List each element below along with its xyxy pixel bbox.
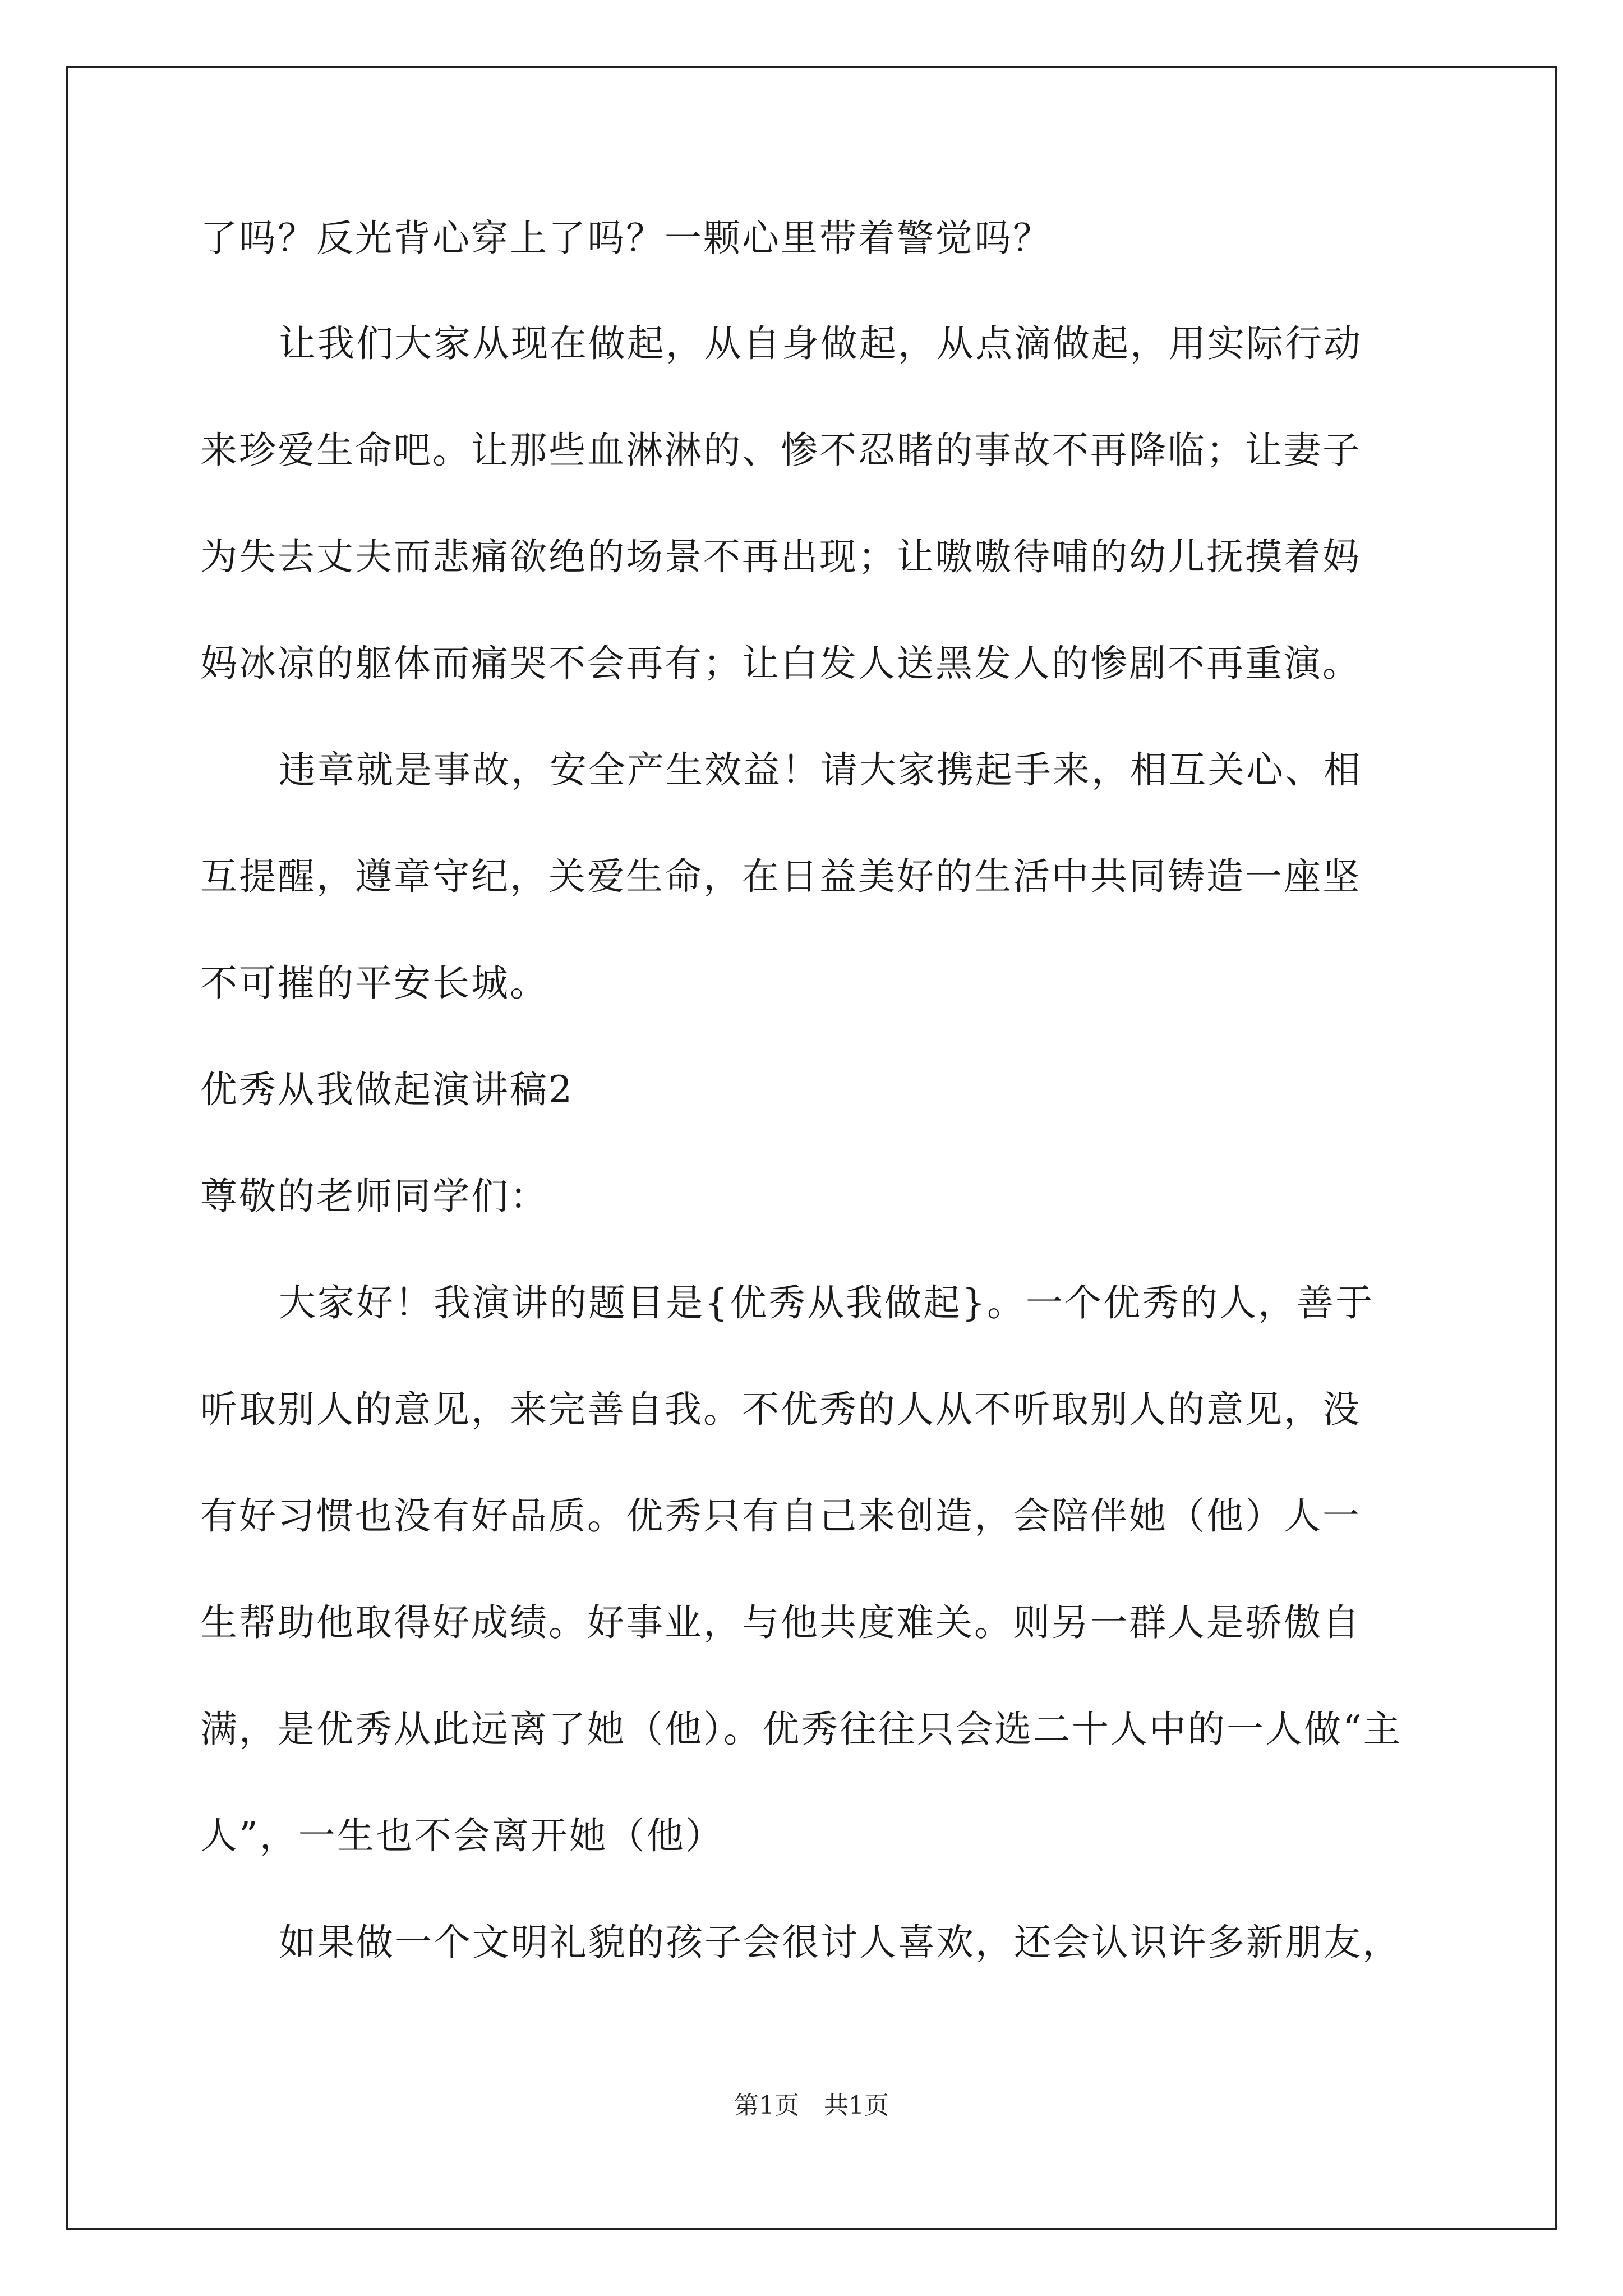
- paragraph-line: 满，是优秀从此远离了她（他）。优秀往往只会选二十人中的一人做“主: [200, 1708, 1402, 1751]
- text-line-continuation: 了吗？反光背心穿上了吗？一颗心里带着警觉吗？: [200, 217, 1052, 260]
- paragraph-line: 大家好！我演讲的题目是{优秀从我做起}。一个优秀的人，善于: [279, 1281, 1374, 1324]
- section-heading: 优秀从我做起演讲稿2: [200, 1068, 574, 1111]
- paragraph-line: 如果做一个文明礼貌的孩子会很讨人喜欢，还会认识许多新朋友，: [279, 1921, 1401, 1964]
- paragraph-line: 让我们大家从现在做起，从自身做起，从点滴做起，用实际行动: [279, 322, 1362, 365]
- paragraph-line: 生帮助他取得好成绩。好事业，与他共度难关。则另一群人是骄傲自: [200, 1601, 1361, 1644]
- paragraph-line: 为失去丈夫而悲痛欲绝的场景不再出现；让嗷嗷待哺的幼儿抚摸着妈: [200, 535, 1361, 578]
- paragraph-line: 妈冰凉的躯体而痛哭不会再有；让白发人送黑发人的惨剧不再重演。: [200, 642, 1361, 685]
- salutation: 尊敬的老师同学们：: [200, 1175, 548, 1218]
- paragraph-line: 有好习惯也没有好品质。优秀只有自己来创造，会陪伴她（他）人一: [200, 1494, 1361, 1538]
- paragraph-line: 违章就是事故，安全产生效益！请大家携起手来，相互关心、相: [279, 748, 1362, 792]
- paragraph-line: 不可摧的平安长城。: [200, 961, 548, 1005]
- paragraph-line: 互提醒，遵章守纪，关爱生命，在日益美好的生活中共同铸造一座坚: [200, 855, 1361, 898]
- page-number: 第1页 共1页: [734, 2091, 889, 2120]
- paragraph-line: 来珍爱生命吧。让那些血淋淋的、惨不忍睹的事故不再降临；让妻子: [200, 429, 1361, 472]
- page-border: [66, 66, 1557, 2230]
- paragraph-line: 人”，一生也不会离开她（他）: [200, 1814, 724, 1857]
- paragraph-line: 听取别人的意见，来完善自我。不优秀的人从不听取别人的意见，没: [200, 1388, 1361, 1431]
